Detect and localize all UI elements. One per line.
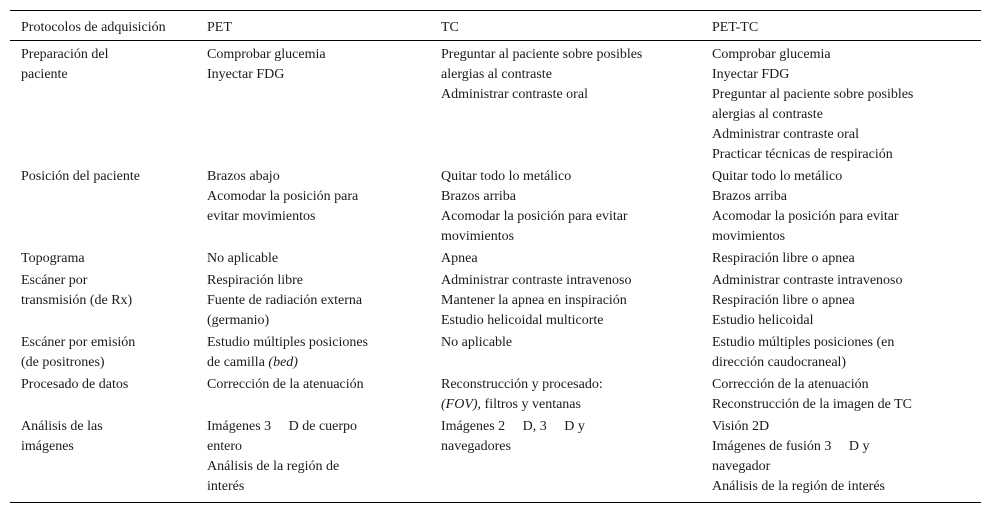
- cell-line: Topograma: [21, 251, 85, 266]
- tc-cell: [441, 249, 706, 269]
- cell-line: Estudio helicoidal: [712, 313, 814, 328]
- cell-line: evitar movimientos: [207, 209, 316, 224]
- tc-cell: [441, 271, 706, 331]
- pet-cell: [207, 45, 437, 85]
- pet-cell: [207, 375, 437, 395]
- table-row: [0, 167, 992, 249]
- cell-line: [207, 353, 437, 373]
- header-protocolos: Protocolos de adquisición: [21, 20, 166, 35]
- cell-line: Reconstrucción de la imagen de TC: [712, 397, 912, 412]
- cell-line: Inyectar FDG: [207, 67, 285, 82]
- pet-tc-cell: [712, 249, 982, 269]
- cell-line: movimientos: [441, 229, 515, 244]
- table-bottom-rule: [10, 502, 981, 503]
- cell-line: Quitar todo lo metálico: [441, 169, 572, 184]
- tc-cell: [441, 167, 706, 247]
- cell-line: Imágenes de fusión 3 D y: [712, 439, 870, 454]
- cell-line: Preparación del: [21, 47, 109, 62]
- tc-cell: [441, 333, 706, 353]
- cell-line: Reconstrucción y procesado:: [441, 377, 603, 392]
- cell-line: Respiración libre o apnea: [712, 251, 855, 266]
- cell-line: Acomodar la posición para evitar: [712, 209, 899, 224]
- cell-line: Corrección de la atenuación: [207, 377, 364, 392]
- table-row: [0, 417, 992, 497]
- pet-tc-cell: [712, 167, 982, 247]
- cell-line: No aplicable: [207, 251, 279, 266]
- table-row: [0, 45, 992, 167]
- cell-line: Comprobar glucemia: [207, 47, 326, 62]
- cell-line: Corrección de la atenuación: [712, 377, 869, 392]
- cell-line: Mantener la apnea en inspiración: [441, 293, 627, 308]
- cell-line: Respiración libre: [207, 273, 304, 288]
- cell-line: Estudio múltiples posiciones (en: [712, 335, 895, 350]
- cell-line: Acomodar la posición para evitar: [441, 209, 628, 224]
- cell-line: (germanio): [207, 313, 270, 328]
- pet-tc-cell: [712, 417, 982, 497]
- pet-cell: [207, 417, 437, 497]
- table-top-rule: [10, 10, 981, 11]
- cell-line: navegador: [712, 459, 771, 474]
- table-header-row: [0, 19, 992, 37]
- cell-line: Escáner por emisión: [21, 335, 136, 350]
- cell-line: movimientos: [712, 229, 786, 244]
- tc-cell: [441, 417, 706, 457]
- pet-cell: [207, 271, 437, 331]
- pet-tc-cell: [712, 45, 982, 165]
- table-row: [0, 249, 992, 271]
- row-label-cell: [21, 45, 201, 85]
- table-row: [0, 271, 992, 333]
- cell-line: [441, 395, 706, 415]
- table-body: [0, 45, 992, 497]
- cell-line: Acomodar la posición para: [207, 189, 359, 204]
- italic-term: (FOV): [441, 397, 478, 412]
- header-pet: PET: [207, 20, 232, 35]
- cell-line: Brazos arriba: [712, 189, 788, 204]
- cell-line: Fuente de radiación externa: [207, 293, 363, 308]
- cell-line: Inyectar FDG: [712, 67, 790, 82]
- tc-cell: [441, 45, 706, 105]
- cell-line: Análisis de la región de: [207, 459, 340, 474]
- pet-cell: [207, 249, 437, 269]
- row-label-cell: [21, 375, 201, 395]
- cell-line: Estudio helicoidal multicorte: [441, 313, 604, 328]
- cell-line: Imágenes 3 D de cuerpo: [207, 419, 358, 434]
- row-label-cell: [21, 333, 201, 373]
- cell-line: Preguntar al paciente sobre posibles: [712, 87, 914, 102]
- cell-line: Administrar contraste oral: [441, 87, 588, 102]
- table-header-rule: [10, 40, 981, 41]
- cell-line: Respiración libre o apnea: [712, 293, 855, 308]
- pet-tc-cell: [712, 375, 982, 415]
- cell-line: Administrar contraste intravenoso: [441, 273, 632, 288]
- cell-line: paciente: [21, 67, 68, 82]
- pet-cell: [207, 333, 437, 373]
- pet-tc-cell: [712, 271, 982, 331]
- cell-line: Análisis de las: [21, 419, 103, 434]
- cell-line: (de positrones): [21, 355, 105, 370]
- cell-text: , filtros y ventanas: [477, 397, 581, 412]
- cell-line: No aplicable: [441, 335, 513, 350]
- pet-tc-cell: [712, 333, 982, 373]
- cell-line: transmisión (de Rx): [21, 293, 133, 308]
- table-row: [0, 375, 992, 417]
- cell-line: Imágenes 2 D, 3 D y: [441, 419, 585, 434]
- cell-line: Administrar contraste intravenoso: [712, 273, 903, 288]
- header-pet-tc: PET-TC: [712, 20, 759, 35]
- cell-line: Quitar todo lo metálico: [712, 169, 843, 184]
- italic-term: (bed): [268, 355, 298, 370]
- cell-line: Procesado de datos: [21, 377, 129, 392]
- cell-line: Escáner por: [21, 273, 88, 288]
- cell-line: Apnea: [441, 251, 478, 266]
- row-label-cell: [21, 271, 201, 311]
- cell-text: de camilla: [207, 355, 269, 370]
- table-row: [0, 333, 992, 375]
- header-tc: TC: [441, 20, 459, 35]
- cell-line: Brazos abajo: [207, 169, 280, 184]
- cell-line: alergias al contraste: [441, 67, 552, 82]
- cell-line: Comprobar glucemia: [712, 47, 831, 62]
- cell-line: Practicar técnicas de respiración: [712, 147, 893, 162]
- row-label-cell: [21, 417, 201, 457]
- cell-line: interés: [207, 479, 245, 494]
- tc-cell: [441, 375, 706, 415]
- pet-cell: [207, 167, 437, 227]
- cell-line: Preguntar al paciente sobre posibles: [441, 47, 643, 62]
- cell-line: alergias al contraste: [712, 107, 823, 122]
- cell-line: Estudio múltiples posiciones: [207, 335, 368, 350]
- cell-line: entero: [207, 439, 242, 454]
- cell-line: imágenes: [21, 439, 74, 454]
- cell-line: dirección caudocraneal): [712, 355, 847, 370]
- cell-line: Posición del paciente: [21, 169, 140, 184]
- row-label-cell: [21, 249, 201, 269]
- row-label-cell: [21, 167, 201, 187]
- cell-line: Administrar contraste oral: [712, 127, 859, 142]
- cell-line: navegadores: [441, 439, 511, 454]
- cell-line: Brazos arriba: [441, 189, 517, 204]
- cell-line: Visión 2D: [712, 419, 770, 434]
- cell-line: Análisis de la región de interés: [712, 479, 886, 494]
